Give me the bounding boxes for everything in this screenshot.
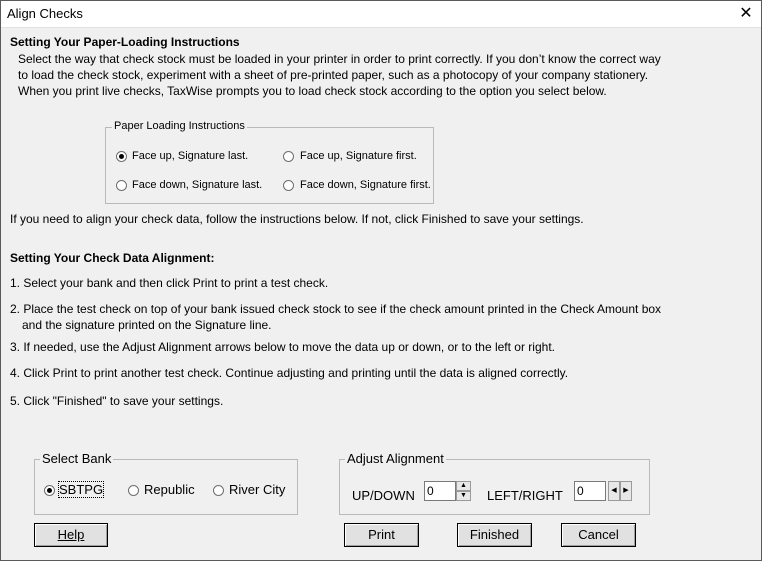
- radio-face-down-signature-last[interactable]: [116, 180, 127, 191]
- bank-sbtpg-label: SBTPG: [59, 482, 104, 497]
- select-bank-label: Select Bank: [42, 451, 112, 466]
- updown-down-button[interactable]: [456, 491, 471, 501]
- alignment-step-2: 2. Place the test check on top of your bank issued check stock to see if the check amount printed in the Check Amount box: [10, 302, 662, 316]
- radio-selected-dot: [119, 154, 124, 159]
- align-note: If you need to align your check data, follow the instructions below. If not, click Finished to save your settings.: [10, 212, 584, 226]
- alignment-step-2-cont: and the signature printed on the Signature line.: [22, 318, 272, 332]
- paper-loading-para-line-2: to load the check stock, experiment with a sheet of pre-printed paper, such as a photocopy of your company stationery.: [18, 68, 649, 82]
- leftright-input[interactable]: 0: [574, 481, 606, 501]
- option-face-down-signature-last-label: Face down, Signature last.: [132, 179, 263, 191]
- help-button[interactable]: [34, 523, 108, 547]
- select-bank-group: [34, 451, 298, 515]
- finished-button[interactable]: Finished: [457, 523, 532, 547]
- radio-bank-river-city[interactable]: [213, 485, 224, 496]
- radio-face-up-signature-first[interactable]: [283, 151, 294, 162]
- radio-face-down-signature-first[interactable]: [283, 180, 294, 191]
- adjust-alignment-group: [339, 451, 650, 515]
- paper-loading-heading: Setting Your Paper-Loading Instructions: [10, 35, 240, 49]
- leftright-right-button[interactable]: [620, 481, 632, 501]
- radio-bank-sbtpg[interactable]: [44, 485, 55, 496]
- arrow-right-icon: ▶: [623, 487, 629, 494]
- bank-republic-label: Republic: [144, 482, 195, 497]
- radio-selected-dot: [47, 488, 52, 493]
- alignment-step-1: 1. Select your bank and then click Print to print a test check.: [10, 276, 329, 290]
- option-face-up-signature-first-label: Face up, Signature first.: [300, 150, 417, 162]
- close-icon: ✕: [739, 5, 753, 22]
- adjust-alignment-label: Adjust Alignment: [347, 451, 444, 466]
- paper-loading-group-label: Paper Loading Instructions: [114, 120, 245, 132]
- radio-bank-republic[interactable]: [128, 485, 139, 496]
- arrow-left-icon: ◀: [611, 487, 617, 494]
- leftright-label: LEFT/RIGHT: [487, 488, 563, 503]
- alignment-step-4: 4. Click Print to print another test check. Continue adjusting and printing until the data is aligned correctly.: [10, 366, 569, 380]
- alignment-step-3: 3. If needed, use the Adjust Alignment arrows below to move the data up or down, or to the left or right.: [10, 340, 555, 354]
- window-title: Align Checks: [7, 6, 83, 21]
- help-button-label: Help: [57, 527, 85, 542]
- updown-input[interactable]: 0: [424, 481, 456, 501]
- bank-river-city-label: River City: [229, 482, 286, 497]
- arrow-up-icon: ▲: [460, 482, 467, 489]
- alignment-heading: Setting Your Check Data Alignment:: [10, 251, 215, 265]
- option-face-down-signature-first-label: Face down, Signature first.: [300, 179, 431, 191]
- updown-up-button[interactable]: [456, 481, 471, 491]
- paper-loading-para-line-3: When you print live checks, TaxWise prompts you to load check stock according to the option you select below.: [18, 84, 607, 98]
- print-button[interactable]: Print: [344, 523, 419, 547]
- title-bar: [1, 1, 761, 28]
- paper-loading-para-line-1: Select the way that check stock must be loaded in your printer in order to print correctly. If you don’t know the correct way: [18, 52, 661, 66]
- cancel-button[interactable]: Cancel: [561, 523, 636, 547]
- radio-face-up-signature-last[interactable]: [116, 151, 127, 162]
- option-face-up-signature-last-label: Face up, Signature last.: [132, 150, 249, 162]
- alignment-step-5: 5. Click "Finished" to save your settings.: [10, 394, 224, 408]
- arrow-down-icon: ▼: [460, 492, 467, 499]
- updown-label: UP/DOWN: [352, 488, 415, 503]
- close-button[interactable]: [731, 1, 761, 27]
- paper-loading-group: [105, 120, 434, 204]
- leftright-left-button[interactable]: [608, 481, 620, 501]
